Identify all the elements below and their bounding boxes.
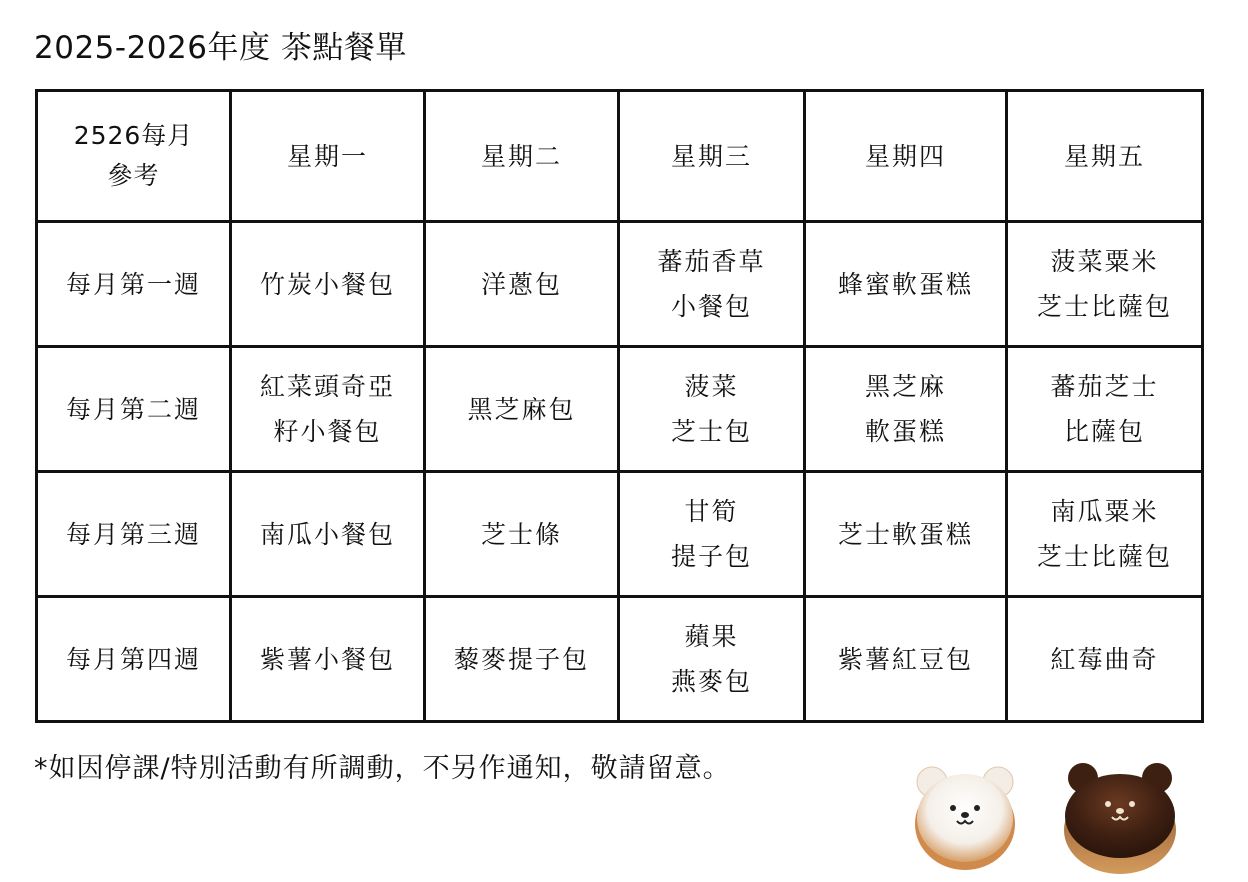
menu-item-cell — [805, 472, 1007, 597]
menu-item-cell — [1007, 597, 1203, 722]
menu-item-cell — [619, 597, 805, 722]
day-header-cell — [425, 91, 619, 222]
day-header-cell — [231, 91, 425, 222]
menu-item-label: 蕃茄芝士 — [1050, 372, 1159, 401]
day-header-cell — [619, 91, 805, 222]
menu-item-label: 紫薯小餐包 — [259, 644, 395, 674]
day-header-label: 星期四 — [864, 141, 946, 171]
menu-item-cell — [805, 347, 1007, 472]
menu-item-label: 蘋果 — [684, 622, 739, 651]
week-label-cell — [37, 222, 231, 347]
day-header-label: 星期二 — [480, 141, 562, 171]
menu-item-label: 洋蔥包 — [480, 269, 562, 299]
week-label-cell — [37, 347, 231, 472]
day-header-cell — [1007, 91, 1203, 222]
menu-item-label: 軟蛋糕 — [864, 417, 946, 446]
menu-item-cell — [619, 472, 805, 597]
menu-item-cell — [619, 347, 805, 472]
menu-item-label: 菠菜 — [684, 372, 739, 401]
menu-item-label: 蜂蜜軟蛋糕 — [837, 269, 973, 299]
week-label: 每月第三週 — [65, 519, 201, 549]
menu-item-label: 小餐包 — [670, 292, 752, 321]
menu-item-cell — [805, 222, 1007, 347]
menu-item-label: 南瓜粟米 — [1050, 497, 1159, 526]
menu-table — [35, 89, 1204, 723]
menu-item-label: 蕃茄香草 — [657, 247, 766, 276]
menu-item-cell — [425, 222, 619, 347]
menu-item-label: 芝士比薩包 — [1036, 542, 1172, 571]
menu-item-label: 比薩包 — [1063, 417, 1145, 446]
menu-item-cell — [619, 222, 805, 347]
menu-item-cell — [1007, 347, 1203, 472]
week-row — [37, 222, 1203, 347]
header-row — [37, 91, 1203, 222]
menu-item-label: 黑芝麻 — [864, 372, 946, 401]
menu-item-cell — [231, 472, 425, 597]
menu-item-cell — [231, 222, 425, 347]
menu-item-cell — [231, 597, 425, 722]
menu-item-cell — [425, 597, 619, 722]
menu-item-cell — [425, 347, 619, 472]
corner-cell — [37, 91, 231, 222]
day-header-label: 星期一 — [286, 141, 368, 171]
menu-item-label: 紅莓曲奇 — [1050, 644, 1159, 674]
bear-buns-illustration — [905, 752, 1205, 877]
menu-item-label: 紫薯紅豆包 — [837, 644, 973, 674]
page-title: 2025-2026年度 茶點餐單 — [34, 30, 407, 66]
menu-item-label: 南瓜小餐包 — [259, 519, 395, 549]
menu-item-label: 紅菜頭奇亞 — [259, 372, 395, 401]
menu-item-label: 芝士包 — [670, 417, 752, 446]
week-label: 每月第二週 — [65, 394, 201, 424]
menu-item-cell — [805, 597, 1007, 722]
menu-item-cell — [231, 347, 425, 472]
menu-item-label: 芝士條 — [480, 519, 562, 549]
menu-item-cell — [1007, 222, 1203, 347]
menu-item-cell — [425, 472, 619, 597]
menu-item-label: 芝士軟蛋糕 — [837, 519, 973, 549]
menu-item-label: 黑芝麻包 — [467, 394, 576, 424]
menu-item-label: 甘筍 — [684, 497, 739, 526]
week-label-cell — [37, 597, 231, 722]
day-header-label: 星期五 — [1063, 141, 1145, 171]
footnote: *如因停課/特別活動有所調動，不另作通知，敬請留意。 — [34, 753, 731, 784]
week-label: 每月第一週 — [65, 269, 201, 299]
week-row — [37, 597, 1203, 722]
menu-item-label: 籽小餐包 — [273, 417, 382, 446]
menu-item-label: 竹炭小餐包 — [259, 269, 395, 299]
corner-label-line: 參考 — [107, 161, 160, 190]
day-header-cell — [805, 91, 1007, 222]
menu-item-cell — [1007, 472, 1203, 597]
week-label: 每月第四週 — [65, 644, 201, 674]
week-row — [37, 347, 1203, 472]
menu-item-label: 燕麥包 — [670, 667, 752, 696]
chocolate-bear-bun-icon — [1064, 763, 1176, 874]
menu-item-label: 藜麥提子包 — [453, 644, 589, 674]
week-label-cell — [37, 472, 231, 597]
menu-item-label: 芝士比薩包 — [1036, 292, 1172, 321]
menu-item-label: 菠菜粟米 — [1050, 247, 1159, 276]
white-bear-bun-icon — [915, 767, 1015, 870]
day-header-label: 星期三 — [670, 141, 752, 171]
menu-item-label: 提子包 — [670, 542, 752, 571]
corner-label-line: 2526每月 — [73, 121, 194, 150]
week-row — [37, 472, 1203, 597]
